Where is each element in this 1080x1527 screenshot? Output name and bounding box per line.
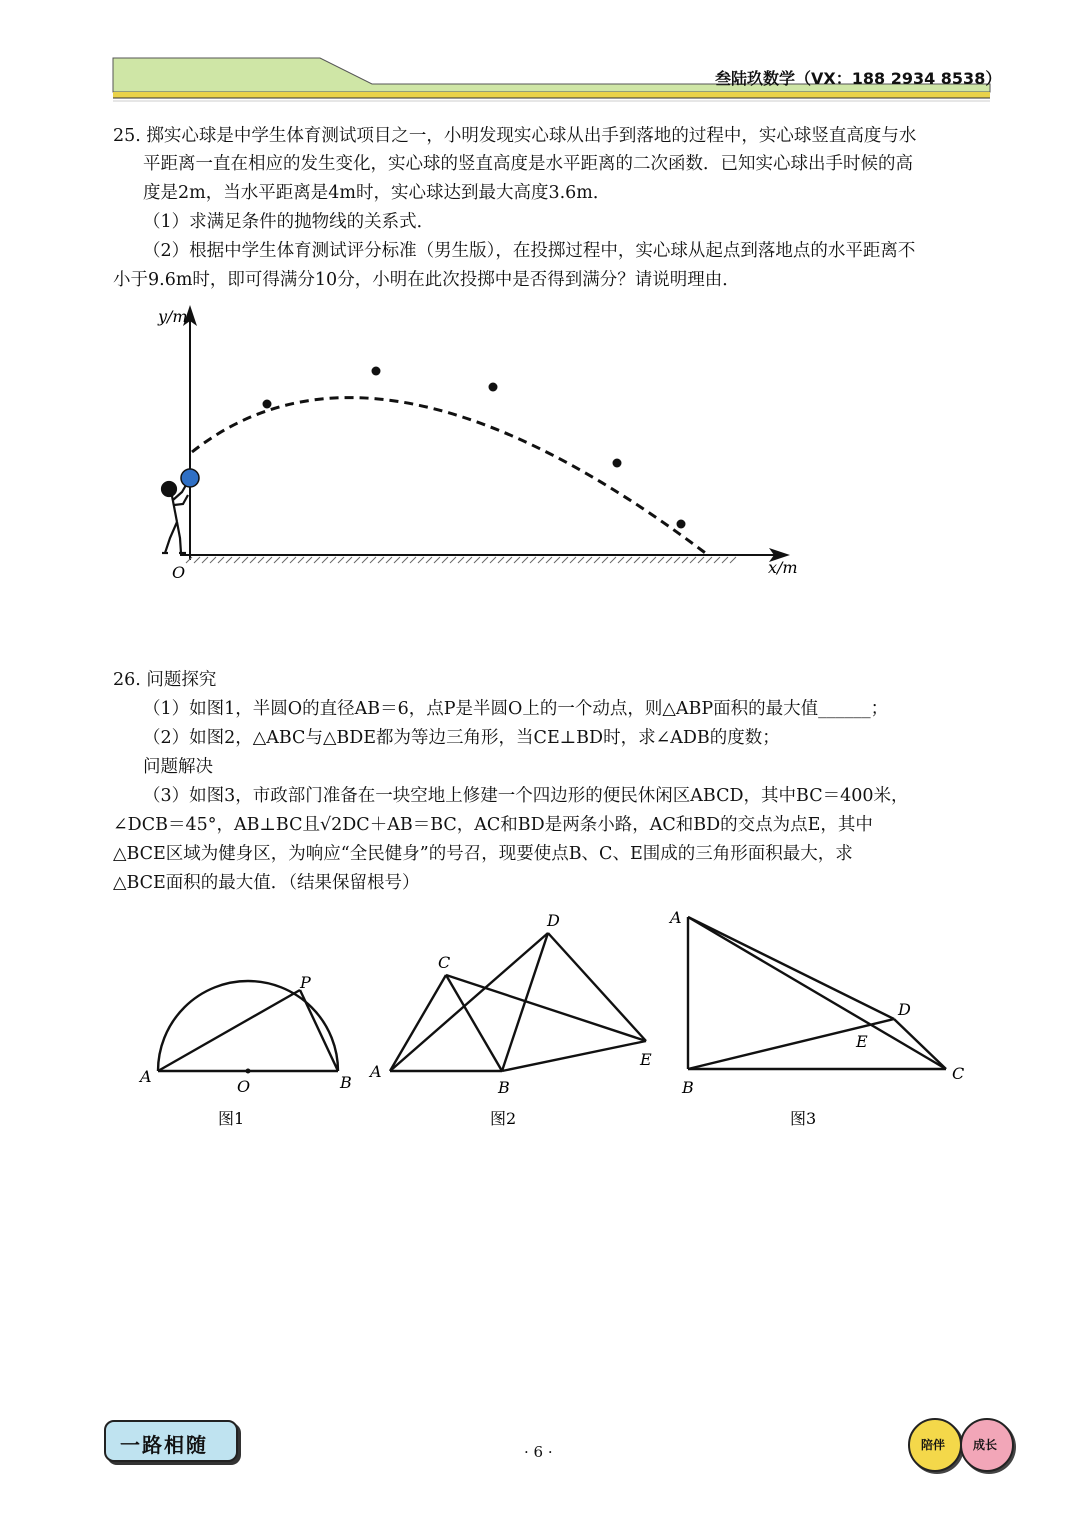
fig2-label-b: B (498, 1078, 510, 1097)
thrower-figure (162, 482, 188, 553)
q26-line-3: （2）如图2，△ABC与△BDE都为等边三角形，当CE⊥BD时，求∠ADB的度数； (143, 728, 780, 748)
segment-ac (688, 917, 946, 1069)
fig3-label-b: B (682, 1078, 694, 1097)
q26-line-5: （3）如图3，市政部门准备在一块空地上修建一个四边形的便民休闲区ABCD，其中BC＝400米， (143, 786, 909, 806)
segment-cb (446, 975, 502, 1071)
origin-label: O (172, 563, 186, 582)
q25-line-4: （1）求满足条件的抛物线的关系式． (143, 212, 435, 232)
q26-line-7: △BCE区域为健身区，为响应“全民健身”的号召，现要使点B、C、E围成的三角形面积最大，求 (113, 844, 853, 864)
fig3-label-a: A (670, 908, 682, 927)
fig1-label-a: A (140, 1067, 152, 1086)
footer-tag (104, 1420, 238, 1462)
fig1-label-b: B (340, 1073, 352, 1092)
y-axis-label: y/m (158, 307, 188, 326)
trajectory-point (489, 383, 498, 392)
figure-2 (360, 905, 670, 1140)
footer-tag-text: 一路相随 (120, 1433, 208, 1457)
segment-pb (300, 990, 338, 1071)
fig3-label-e: E (856, 1032, 868, 1051)
fig3-label-d: D (898, 1000, 911, 1019)
fig1-label-p: P (300, 973, 311, 992)
segment-ac (390, 975, 446, 1071)
trajectory-point (613, 459, 622, 468)
badge-right (960, 1418, 1014, 1472)
center-point (246, 1069, 251, 1074)
trajectory-point (372, 367, 381, 376)
q25-line-2: 平距离一直在相应的发生变化，实心球的竖直高度是水平距离的二次函数．已知实心球出手时候的高 (143, 154, 913, 174)
fig2-label-a: A (370, 1062, 382, 1081)
figure-3 (660, 905, 980, 1140)
fig3-label-c: C (952, 1064, 965, 1083)
semicircle (158, 981, 338, 1071)
q26-line-1: 26. 问题探究 (113, 670, 217, 690)
trajectory-curve (192, 398, 708, 555)
q26-line-8: △BCE面积的最大值．（结果保留根号） (113, 873, 420, 893)
ground-hatch (186, 557, 736, 563)
q25-line-1: 25. 掷实心球是中学生体育测试项目之一，小明发现实心球从出手到落地的过程中，实心球竖直高度与水 (113, 126, 917, 146)
badge-left (908, 1418, 962, 1472)
ball-icon (181, 469, 199, 487)
segment-ad (688, 917, 894, 1019)
fig2-label-e: E (640, 1050, 652, 1069)
x-axis-label: x/m (768, 558, 798, 577)
fig1-label-o: O (237, 1077, 251, 1096)
segment-ap (158, 990, 300, 1071)
q26-line-6: ∠DCB＝45°，AB⊥BC且√2DC＋AB＝BC，AC和BD是两条小路，AC和BD的交点为点E，其中 (113, 815, 873, 835)
figure-1 (130, 960, 370, 1140)
fig1-caption: 图1 (218, 1109, 245, 1128)
fig3-caption: 图3 (790, 1109, 817, 1128)
segment-be (502, 1041, 646, 1071)
q25-line-3: 度是2m，当水平距离是4m时，实心球达到最大高度3.6m． (143, 183, 611, 203)
q26-line-2: （1）如图1，半圆O的直径AB＝6，点P是半圆O上的一个动点，则△ABP面积的最大值______； (143, 699, 889, 719)
badge-left-text: 陪伴 (921, 1438, 946, 1452)
header-title: 叁陆玖数学（VX：188 2934 8538） (715, 69, 1002, 88)
fig2-label-c: C (438, 953, 451, 972)
trajectory-point (263, 400, 272, 409)
header-band (0, 0, 1080, 110)
badge-right-text: 成长 (973, 1438, 998, 1452)
header (0, 0, 1080, 110)
q25-line-6: 小于9.6m时，即可得满分10分，小明在此次投掷中是否得到满分？请说明理由． (113, 270, 740, 290)
q26-line-4: 问题解决 (143, 757, 213, 777)
q25-graph (150, 300, 810, 600)
trajectory-point (677, 520, 686, 529)
q25-line-5: （2）根据中学生体育测试评分标准（男生版），在投掷过程中，实心球从起点到落地点的水平距离不 (143, 241, 916, 261)
fig2-label-d: D (547, 911, 560, 930)
fig2-caption: 图2 (490, 1109, 517, 1128)
page-number: · 6 · (524, 1443, 553, 1461)
